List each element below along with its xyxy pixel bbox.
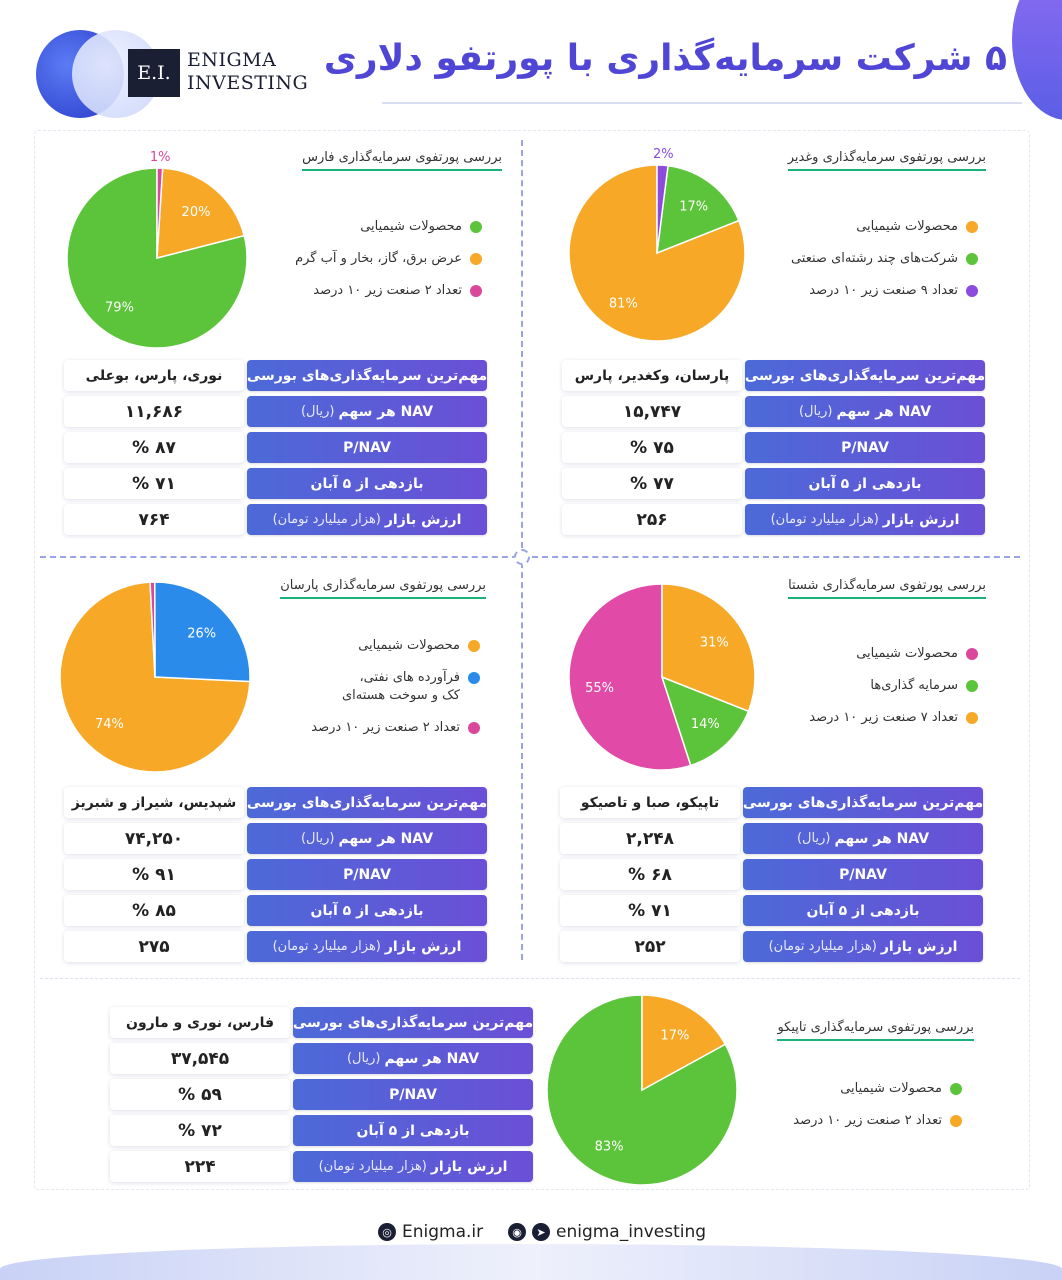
legend-tapiko [732,1080,962,1144]
legend-item [748,250,978,268]
row-label-text: مهم‌ترین سرمایه‌گذاری‌های بورسی [246,367,488,384]
legend-shasta [748,645,978,741]
row-label-text: بازدهی از ۵ آبان [806,902,920,919]
pie-label-ghadir-1: 17% [679,199,709,215]
legend-ghadir [748,218,978,314]
legend-label-line1: سرمایه گذاری‌ها [870,678,958,693]
row-value: ۲۵۶ [562,504,742,535]
legend-label [360,218,462,236]
table-row [562,432,985,463]
row-value: ۷۱ % [560,895,740,926]
divider-hub [514,549,530,565]
table-row [562,360,985,391]
legend-label-line1: تعداد ۲ صنعت زیر ۱۰ درصد [793,1113,942,1128]
table-row [64,787,487,818]
row-label-unit: (ریال) [346,1051,381,1066]
row-label [293,1007,533,1038]
table-row [562,468,985,499]
legend-dot-icon [470,221,482,233]
table-row [64,895,487,926]
row-label-text: P/NAV [841,439,889,456]
legend-label [809,709,958,727]
legend-label [358,637,460,655]
panel-title-ghadir: بررسی پورتفوی سرمایه‌گذاری وغدیر [788,150,986,171]
table-row [560,895,983,926]
row-value: نوری، پارس، بوعلی [64,360,244,391]
row-value: ۱۵,۷۴۷ [562,396,742,427]
legend-dot-icon [468,640,480,652]
pie-label-ghadir-0: 81% [608,296,638,312]
row-label [293,1151,533,1182]
horizontal-divider [40,556,1020,558]
legend-item [242,250,482,268]
legend-dot-icon [966,712,978,724]
pie-label-shasta-0: 55% [585,680,614,696]
row-value: ۷۷ % [562,468,742,499]
row-label-text: مهم‌ترین سرمایه‌گذاری‌های بورسی [292,1014,534,1031]
table-row [560,859,983,890]
legend-label-line1: محصولات شیمیایی [856,646,958,661]
row-label-text: بازدهی از ۵ آبان [808,475,922,492]
row-label [743,895,983,926]
row-label-unit: (ریال) [300,831,335,846]
row-label [247,787,487,818]
legend-item [732,1080,962,1098]
legend-item [748,645,978,663]
legend-label [791,250,958,268]
legend-dot-icon [468,672,480,684]
pie-chart-shasta [549,564,775,790]
table-row [64,859,487,890]
globe-icon: ◎ [378,1223,396,1241]
row-label [247,396,487,427]
legend-label [840,1080,942,1098]
row-label-text: مهم‌ترین سرمایه‌گذاری‌های بورسی [744,367,986,384]
table-row [562,396,985,427]
row-value: ۷۶۴ [64,504,244,535]
legend-dot-icon [468,722,480,734]
panel-title-parsan: بررسی پورتفوی سرمایه‌گذاری پارسان [280,578,486,599]
row-label-unit: (ریال) [300,404,335,419]
row-label-text: P/NAV [389,1086,437,1103]
row-label-text: P/NAV [343,866,391,883]
bottom-wave [0,1244,1062,1280]
row-label-unit: (هزار میلیارد تومان) [272,512,381,527]
row-label-unit: (هزار میلیارد تومان) [272,939,381,954]
legend-fars [242,218,482,314]
stats-table-parsan [64,787,487,962]
row-value: ۷۲ % [110,1115,290,1146]
table-row [560,931,983,962]
legend-label-line1: محصولات شیمیایی [856,219,958,234]
legend-label [870,677,958,695]
legend-item [732,1112,962,1130]
legend-item [748,709,978,727]
row-label-text: ارزش بازار [384,511,462,528]
row-label-text: ارزش بازار [882,511,960,528]
legend-label-line1: محصولات شیمیایی [840,1081,942,1096]
legend-dot-icon [966,253,978,265]
row-value: ۸۷ % [64,432,244,463]
pie-label-parsan-1: 26% [187,626,217,642]
legend-label-line1: تعداد ۷ صنعت زیر ۱۰ درصد [809,710,958,725]
legend-dot-icon [966,221,978,233]
pie-label-shasta-1: 14% [690,717,720,733]
row-label [745,396,985,427]
row-value: ۷۴,۲۵۰ [64,823,244,854]
row-label [293,1079,533,1110]
row-label-text: NAV هر سهم [836,403,932,420]
legend-item [220,637,480,655]
row-label [247,823,487,854]
row-label [247,895,487,926]
legend-label-line1: فرآورده های نفتی، [359,670,460,685]
row-value: تاپیکو، صبا و تاصیکو [560,787,740,818]
row-label [293,1043,533,1074]
row-label [745,432,985,463]
row-label-unit: (هزار میلیارد تومان) [318,1159,427,1174]
row-label-text: NAV هر سهم [338,403,434,420]
legend-item [242,282,482,300]
row-label [743,859,983,890]
row-label-text: ارزش بازار [430,1158,508,1175]
legend-label-line2: کک و سوخت هسته‌ای [341,688,460,703]
telegram-icon: ➤ [532,1223,550,1241]
legend-label-line1: تعداد ۹ صنعت زیر ۱۰ درصد [809,283,958,298]
panel-title-shasta: بررسی پورتفوی سرمایه‌گذاری شستا [788,578,986,599]
legend-label [809,282,958,300]
logo-line1: ENIGMA [187,49,277,71]
legend-label [295,250,462,268]
legend-item [748,677,978,695]
row-label-text: مهم‌ترین سرمایه‌گذاری‌های بورسی [742,794,984,811]
row-value: ۲۲۴ [110,1151,290,1182]
legend-label [856,645,958,663]
row-label [743,787,983,818]
pie-label-ghadir-2: 2% [652,147,674,163]
legend-item [220,669,480,705]
page-title: ۵ شرکت سرمایه‌گذاری با پورتفو دلاری [323,38,1007,79]
pie-chart-tapiko [527,975,757,1205]
legend-item [748,282,978,300]
legend-label-line1: شرکت‌های چند رشته‌ای صنعتی [790,251,958,266]
table-row [110,1151,533,1182]
row-value: ۸۵ % [64,895,244,926]
row-label [247,360,487,391]
row-value: ۹۱ % [64,859,244,890]
logo-abbr: E.I. [128,49,180,97]
stats-table-shasta [560,787,983,962]
row-label [247,504,487,535]
legend-item [220,719,480,737]
table-row [64,823,487,854]
legend-label-line1: تعداد ۲ صنعت زیر ۱۰ درصد [311,720,460,735]
legend-label [313,282,462,300]
logo-line2: INVESTING [187,72,309,94]
row-value: ۶۸ % [560,859,740,890]
row-label [247,432,487,463]
logo-wordmark [187,49,308,95]
legend-dot-icon [470,253,482,265]
pie-label-fars-0: 79% [105,300,134,316]
pie-label-tapiko-1: 17% [660,1028,690,1044]
row-label [745,468,985,499]
row-label-unit: (هزار میلیارد تومان) [768,939,877,954]
legend-label [793,1112,942,1130]
legend-dot-icon [966,680,978,692]
row-label-text: ارزش بازار [880,938,958,955]
table-row [64,931,487,962]
panel-title-tapiko: بررسی پورتفوی سرمایه‌گذاری تاپیکو [777,1020,974,1041]
pie-label-fars-2: 1% [149,150,171,166]
row-label-unit: (ریال) [798,404,833,419]
row-value: پارسان، وکغدیر، پارس [562,360,742,391]
row-value: شپدیس، شیراز و شبریز [64,787,244,818]
legend-label [311,719,460,737]
table-row [64,396,487,427]
row-value: ۷۵ % [562,432,742,463]
row-label-text: مهم‌ترین سرمایه‌گذاری‌های بورسی [246,794,488,811]
legend-dot-icon [966,648,978,660]
legend-label-line1: محصولات شیمیایی [358,638,460,653]
table-row [64,504,487,535]
pie-label-shasta-2: 31% [699,635,729,651]
row-value: فارس، نوری و مارون [110,1007,290,1038]
footer-site-text: Enigma.ir [402,1222,484,1242]
row-label-text: NAV هر سهم [384,1050,480,1067]
row-label [293,1115,533,1146]
pie-label-fars-1: 20% [181,204,211,220]
row-label [743,931,983,962]
footer-handle-text: enigma_investing [556,1222,707,1242]
row-value: ۵۹ % [110,1079,290,1110]
pie-label-tapiko-0: 83% [594,1139,624,1155]
row-label-text: NAV هر سهم [338,830,434,847]
row-label [247,931,487,962]
table-row [64,360,487,391]
legend-item [748,218,978,236]
row-value: ۳۷,۵۴۵ [110,1043,290,1074]
row-label [247,468,487,499]
row-label-text: بازدهی از ۵ آبان [310,902,424,919]
row-label [745,360,985,391]
legend-item [242,218,482,236]
stats-table-tapiko [110,1007,533,1182]
row-value: ۲,۲۴۸ [560,823,740,854]
table-row [110,1007,533,1038]
legend-label-line1: تعداد ۲ صنعت زیر ۱۰ درصد [313,283,462,298]
stats-table-fars [64,360,487,535]
row-label-text: NAV هر سهم [834,830,930,847]
legend-dot-icon [470,285,482,297]
table-row [64,432,487,463]
stats-table-ghadir [562,360,985,535]
footer-site[interactable] [378,1222,483,1242]
row-value: ۲۵۲ [560,931,740,962]
pie-label-parsan-0: 74% [94,716,124,732]
panel-title-fars: بررسی پورتفوی سرمایه‌گذاری فارس [302,150,502,171]
legend-dot-icon [950,1115,962,1127]
row-label-text: بازدهی از ۵ آبان [310,475,424,492]
legend-parsan [220,637,480,751]
legend-label [856,218,958,236]
table-row [110,1115,533,1146]
table-row [110,1043,533,1074]
pie-chart-ghadir [549,145,765,361]
row-value: ۱۱,۶۸۶ [64,396,244,427]
row-label [247,859,487,890]
legend-label-line1: محصولات شیمیایی [360,219,462,234]
row-value: ۲۷۵ [64,931,244,962]
pie-chart-fars [47,148,267,368]
table-row [560,823,983,854]
row-label-text: ارزش بازار [384,938,462,955]
row-label-unit: (هزار میلیارد تومان) [770,512,879,527]
row-label-unit: (ریال) [796,831,831,846]
legend-label [342,669,460,705]
title-underline [382,102,1022,104]
footer-social[interactable] [508,1222,706,1242]
row-value: ۷۱ % [64,468,244,499]
table-row [562,504,985,535]
legend-label-line1: عرض برق، گاز، بخار و آب گرم [295,251,462,266]
row-label [745,504,985,535]
row-label-text: بازدهی از ۵ آبان [356,1122,470,1139]
table-row [110,1079,533,1110]
legend-dot-icon [950,1083,962,1095]
instagram-icon: ◉ [508,1223,526,1241]
table-row [64,468,487,499]
row-label-text: P/NAV [839,866,887,883]
legend-dot-icon [966,285,978,297]
row-label-text: P/NAV [343,439,391,456]
row-label [743,823,983,854]
table-row [560,787,983,818]
